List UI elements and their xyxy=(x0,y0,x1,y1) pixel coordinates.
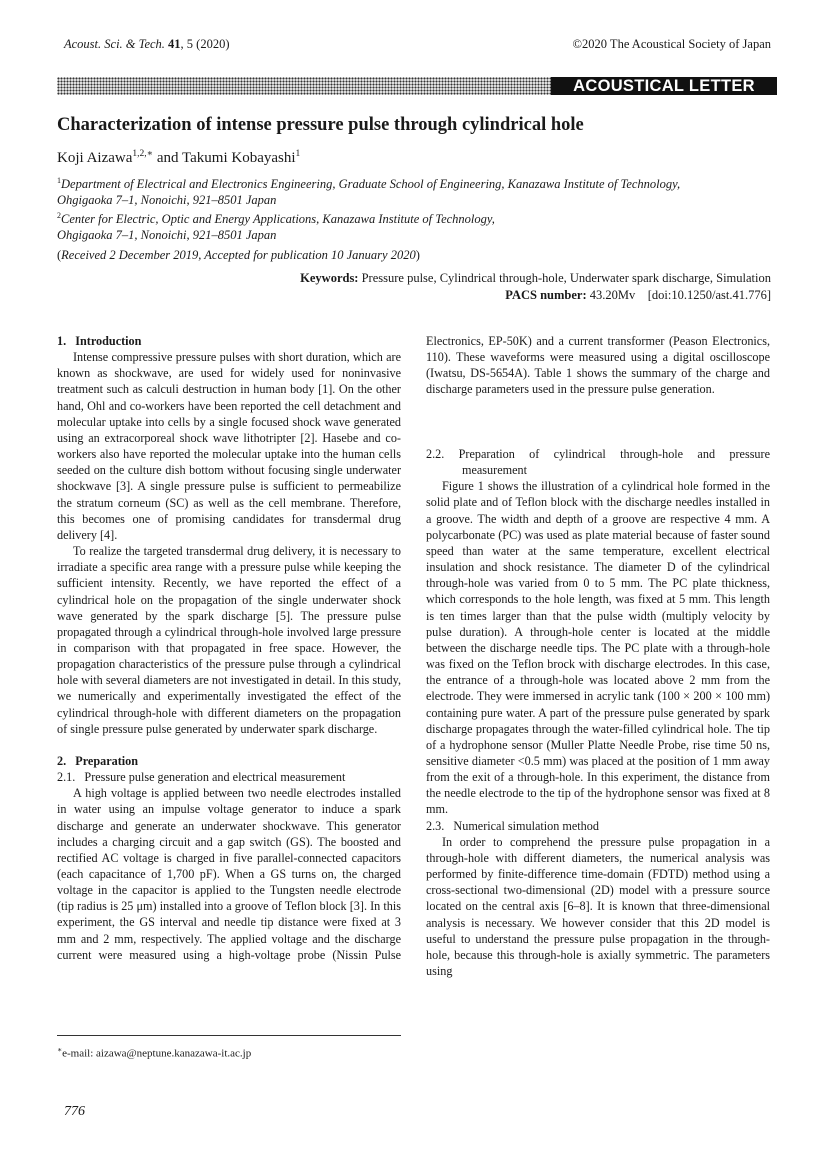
affiliation-line: Department of Electrical and Electronics Engineering, Graduate School of Engineering, Kanazawa Institute of Technology, xyxy=(61,177,681,192)
body-paragraph-continued xyxy=(426,333,770,446)
author-name: Takumi Kobayashi xyxy=(182,150,296,166)
footnote-rule xyxy=(57,1035,401,1036)
subsection-heading: 2.1. Pressure pulse generation and electrical measurement xyxy=(57,770,346,785)
banner-halftone xyxy=(57,77,557,95)
body-paragraph: Figure 1 shows the illustration of a cylindrical hole formed in the solid plate and of Teflon block with the discharge needles installed in a groove. The width and depth of a groove are respective 4 mm. A polycarbonate (PC) was used as plate material because of faster sound speed than water at the same temperature, excellent electrical insulation and shock resistance. The diameter D of the cylindrical through-hole was varied from 0 to 5 mm. The PC plate thickness, which corresponds to the hole length, was fixed at 5 mm. This length is ten times larger than that the pulse width (multiply velocity by pulse duration). A through-hole center is located at the middle between the discharge needle tips. The PC plate with a through-hole was fixed on the Teflon brock with discharge electrodes. In this case, the entrance of a through-hole was located above 2 mm from the electrode. They were immersed in acrylic tank (100 × 200 × 100 mm) containing pure water. A part of the pressure pulse generated by spark discharge propagates through the water-filled cylindrical hole. The tip of a hydrophone sensor (Muller Platte Needle Probe, rise time 50 ns, sensitive diameter <0.5 mm) was placed at the position of 1 mm away from the exit of a through-hole. In this experiment, the distance from the needle electrode to the tip of the hydrophone sensor was fixed at 8 mm. xyxy=(426,479,770,817)
body-paragraph: To realize the targeted transdermal drug delivery, it is necessary to irradiate a specific area range with a pressure pulse while keeping the sufficient intensity. Recently, we have reported the effect of a cylindrical hole on the propagation of the single underwater shock wave generated by the spark discharge [5]. The pressure pulse propagated through a cylindrical through-hole involved large pressure in comparison with that propagated in free space. However, the propagation characteristics of the pressure pulse through a cylindrical hole with several diameters are not investigated in detail. In this study, we numerically and experimentally investigated the effect of the cylindrical through-hole with different diameters on the propagation of single pressure pulse generated by underwater spark discharge. xyxy=(57,544,401,736)
author-list xyxy=(57,144,300,168)
author-affiliation-marker: 1,2,∗ xyxy=(132,149,154,159)
affiliation-line: Center for Electric, Optic and Energy Applications, Kanazawa Institute of Technology, xyxy=(61,212,495,227)
journal-name: Acoust. Sci. & Tech. xyxy=(64,37,165,51)
body-paragraph: Intense compressive pressure pulses with short duration, which are known as shockwave, are used for widely used for noninvasive treatment such as calculi destruction in human body [1]. On the other hand, Ohl and co-workers have been reported the cell detachment and molecular uptake into cells by a single focused shock wave generated using an extracorporeal shock wave lithotripter [2]. Hasebe and co-workers also have reported the molecular uptake into the human cells seeded on the culture dish bottom without focusing single underwater shockwave [3]. A single pressure pulse is sufficient to permeabilize the stratum corneum (SC) as well as the cell membrane. Therefore, this becomes one of promising candidates for transdermal drug delivery [4]. xyxy=(57,350,401,542)
journal-citation xyxy=(64,37,230,55)
affiliations xyxy=(57,173,777,243)
article-type-label: ACOUSTICAL LETTER xyxy=(551,77,777,95)
pacs-text: 43.20Mv [doi:10.1250/ast.41.776] xyxy=(589,288,771,302)
journal-volume: 41 xyxy=(168,37,181,51)
copyright-notice: ©2020 The Acoustical Society of Japan xyxy=(572,37,771,51)
section-heading: 2. Preparation xyxy=(57,753,139,768)
article-title: Characterization of intense pressure pulse through cylindrical hole xyxy=(57,115,584,135)
keywords-line xyxy=(300,270,771,287)
author-conjunction: and xyxy=(153,150,183,166)
received-dates: (Received 2 December 2019, Accepted for publication 10 January 2020) xyxy=(57,248,420,262)
footnote-marker: ∗ xyxy=(57,1045,63,1054)
article-type-banner xyxy=(57,77,777,95)
keywords-block xyxy=(300,270,771,304)
pacs-line xyxy=(300,287,771,304)
keywords-label: Keywords: xyxy=(300,271,359,285)
affiliation xyxy=(57,173,777,192)
journal-issue-year: , 5 (2020) xyxy=(180,37,230,51)
page-number: 776 xyxy=(64,1104,85,1119)
subsection-heading: 2.3. Numerical simulation method xyxy=(426,818,599,833)
body-column-right xyxy=(426,333,770,979)
author-name: Koji Aizawa xyxy=(57,150,133,166)
keywords-text: Pressure pulse, Cylindrical through-hole, Underwater spark discharge, Simulation xyxy=(361,271,771,285)
affiliation xyxy=(57,208,777,227)
affiliation-line: Ohgigaoka 7–1, Nonoichi, 921–8501 Japan xyxy=(57,193,277,208)
running-head xyxy=(64,37,771,55)
affiliation-number: 1 xyxy=(57,176,61,185)
body-paragraph: In order to comprehend the pressure pulse propagation in a through-hole with different diameters, the numerical analysis was performed by finite-difference time-domain (FDTD) method using a cross-sectional two-dimensional (2D) model with a pressure source located on the central axis [6–8]. It is known that three-dimensional analysis is necessary. We however consider that this 2D model is useful to understand the pressure pulse propagation in the through-hole, because this through-hole is axially symmetric. The parameters using xyxy=(426,834,770,978)
body-paragraph-continuation: Electronics, EP-50K) and a current transformer (Peason Electronics, 110). These waveforms were measured using a digital oscilloscope (Iwatsu, DS-5654A). Table 1 shows the summary of the charge and discharge parameters used in the pressure pulse generation. xyxy=(426,333,770,397)
footnote-email[interactable]: e-mail: aizawa@neptune.kanazawa-it.ac.jp xyxy=(62,1047,252,1060)
footnote xyxy=(57,1043,251,1061)
body-paragraph-split: A high voltage is applied between two needle electrodes installed in water using an impulse voltage generator to induce a spark discharge and generate an underwater shockwave. This generator includes a charging circuit and a gap switch (GS). The boosted and rectified AC voltage is charged in five parallel-connected capacitors (each capacitance of 1,700 pF). When a GS turns on, the charged voltage in the capacitor is applied to the Tungsten needle electrode (tip radius is 25 μm) installed into a groove of Teflon block [3]. In this experiment, the GS interval and needle tip distance were fixed at 3 mm and 2 mm, respectively. The applied voltage and the discharge current were measured using a high-voltage probe (Nissin Pulse xyxy=(57,786,401,962)
pacs-label: PACS number: xyxy=(505,288,587,302)
subsection-heading: 2.2. Preparation of cylindrical through-hole and pressure measurement xyxy=(426,447,770,478)
author-affiliation-marker: 1 xyxy=(295,149,301,159)
affiliation-line: Ohgigaoka 7–1, Nonoichi, 921–8501 Japan xyxy=(57,228,277,243)
section-heading: 1. Introduction xyxy=(57,334,142,348)
received-text: Received 2 December 2019, Accepted for publication 10 January 2020 xyxy=(61,248,416,262)
affiliation-number: 2 xyxy=(57,211,61,221)
section-spacer xyxy=(57,737,401,753)
body-column-left xyxy=(57,333,401,963)
